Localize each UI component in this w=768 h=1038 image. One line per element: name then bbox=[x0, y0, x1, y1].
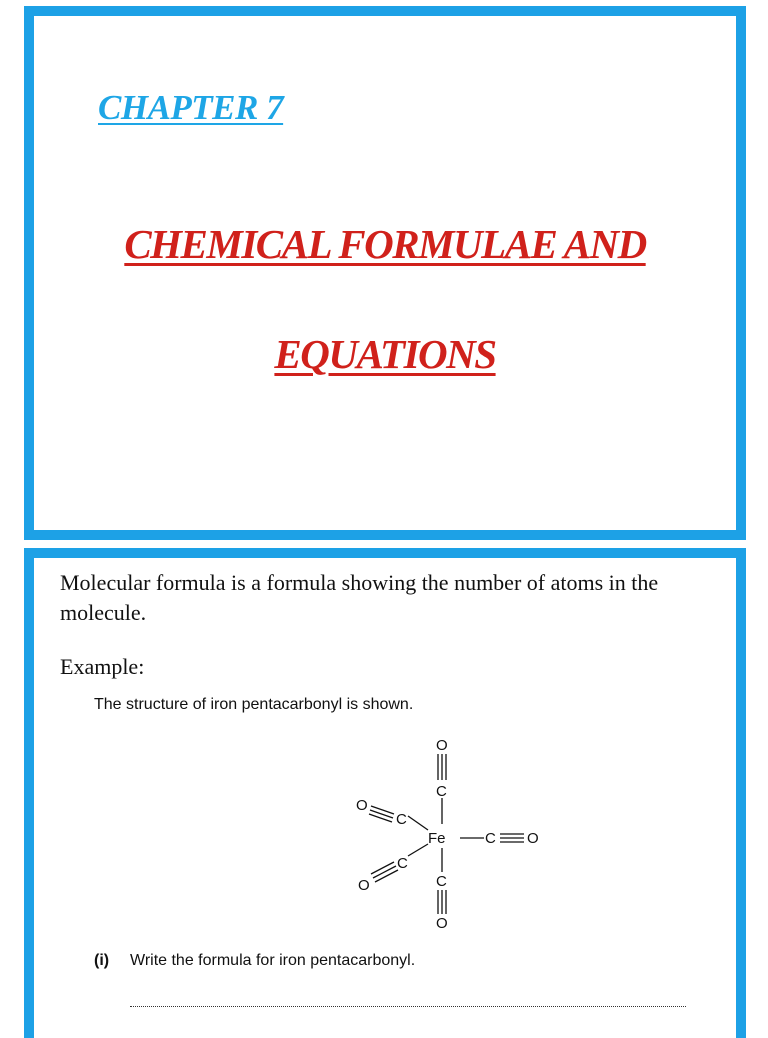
question-part-i bbox=[94, 952, 415, 970]
atom-o-right: O bbox=[527, 830, 539, 847]
atom-o-top: O bbox=[436, 737, 448, 754]
atom-o-bottom: O bbox=[436, 915, 448, 932]
chapter-title-line-2: EQUATIONS bbox=[274, 331, 496, 377]
question-text: The structure of iron pentacarbonyl is shown. bbox=[94, 696, 414, 713]
chapter-title-line-1: CHEMICAL FORMULAE AND bbox=[124, 221, 646, 267]
atom-o-upper-left: O bbox=[356, 797, 368, 814]
atom-fe: Fe bbox=[428, 830, 446, 847]
part-number: (i) bbox=[94, 952, 110, 969]
atom-c-bottom: C bbox=[436, 873, 447, 890]
definition-text: Molecular formula is a formula showing the number of atoms in the molecule. bbox=[60, 570, 659, 625]
iron-pentacarbonyl-structure bbox=[334, 734, 594, 934]
content-slide bbox=[24, 548, 746, 1038]
part-text: Write the formula for iron pentacarbonyl. bbox=[130, 952, 416, 969]
chapter-heading: CHAPTER 7 bbox=[98, 88, 284, 127]
atom-c-upper-left: C bbox=[396, 811, 407, 828]
title-slide bbox=[24, 6, 746, 540]
atom-o-lower-left: O bbox=[358, 877, 370, 894]
atom-c-lower-left: C bbox=[397, 855, 408, 872]
atom-c-right: C bbox=[485, 830, 496, 847]
atom-c-top: C bbox=[436, 783, 447, 800]
example-label: Example: bbox=[60, 654, 145, 679]
slide-separator bbox=[0, 540, 768, 548]
answer-line bbox=[130, 1006, 686, 1007]
